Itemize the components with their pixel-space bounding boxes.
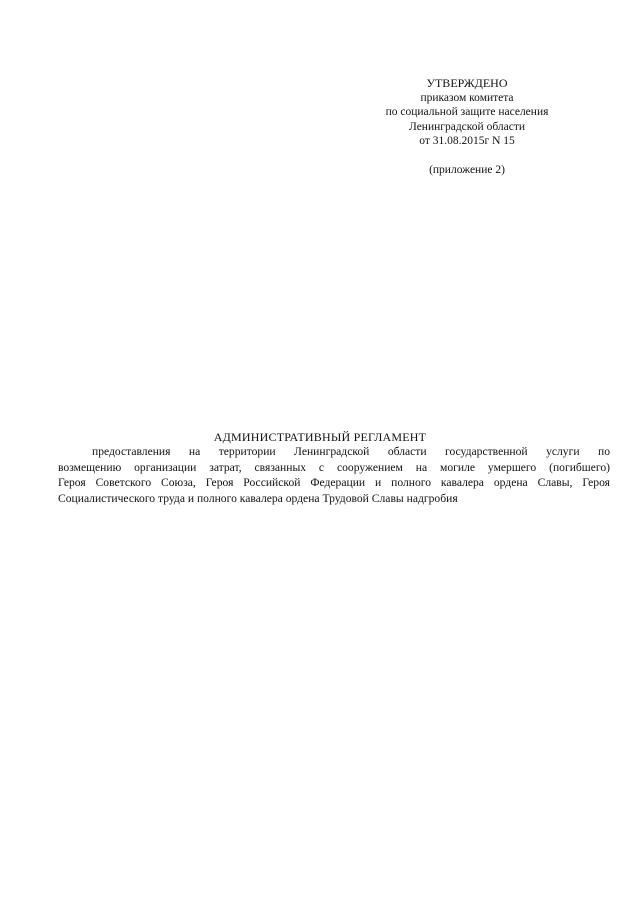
approval-title: УТВЕРЖДЕНО [426,76,508,90]
regulation-line: предоставления на территории Ленинградской области государственной услуги по [92,445,610,458]
regulation-line: возмещению организации затрат, связанных с сооружением на могиле умершего (погибшего) [58,460,610,474]
approval-line-order: приказом комитета [420,91,514,104]
approval-stamp [372,76,562,178]
approval-appendix: (приложение 2) [429,163,505,176]
regulation-title: АДМИНИСТРАТИВНЫЙ РЕГЛАМЕНТ [213,430,427,444]
approval-line-committee: по социальной защите населения [385,106,549,119]
regulation-line: Героя Советского Союза, Героя Российской Федерации и полного кавалера ордена Славы, Героя [58,476,610,490]
approval-line-date: от 31.08.2015г N 15 [419,135,515,148]
regulation-line: Социалистического труда и полного кавалера ордена Трудовой Славы надгробия [58,491,458,505]
approval-line-region: Ленинградской области [408,120,526,133]
regulation-description [58,444,610,506]
